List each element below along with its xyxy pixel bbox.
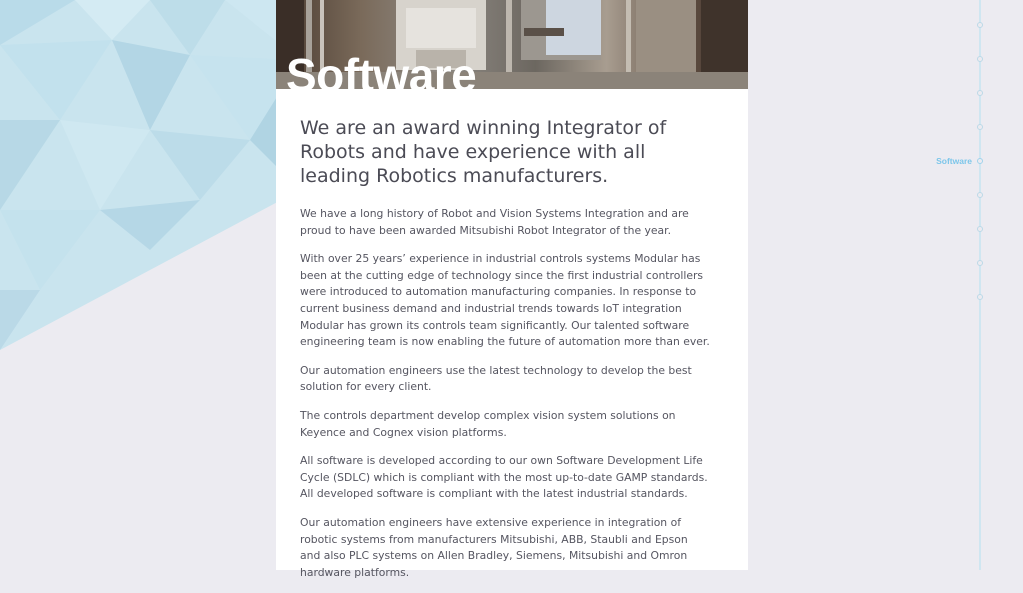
content-card — [276, 0, 748, 579]
section-nav-dot[interactable] — [977, 90, 983, 96]
main-content — [300, 116, 710, 593]
background-pattern — [0, 0, 300, 360]
section-nav-dot[interactable] — [977, 294, 983, 300]
section-nav-dot[interactable] — [977, 22, 983, 28]
paragraph: We have a long history of Robot and Vision Systems Integration and are proud to have been awarded Mitsubishi Robot Integrator of the year. — [300, 207, 689, 237]
section-nav-dot[interactable] — [977, 192, 983, 198]
paragraph: With over 25 years’ experience in industrial controls systems Modular has been at the cutting edge of technology since the first industrial controllers were introduced to automation manufacturing companies. In response to current business demand and industrial trends towards IoT integration Modular has grown its controls team significantly. Our talented software engineering team is now enabling the future of automation more than ever. — [300, 252, 710, 349]
intro-heading: We are an award winning Integrator of Robots and have experience with all leading Robotics manufacturers. — [300, 117, 667, 187]
section-nav-dot-active[interactable] — [977, 158, 983, 164]
paragraph: Our automation engineers have extensive experience in integration of robotic systems from manufacturers Mitsubishi, ABB, Staubli and Epson and also PLC systems on Allen Bradley, Siemens, Mitsubishi and Omron hardware platforms. — [300, 515, 688, 579]
section-nav-dot[interactable] — [977, 124, 983, 130]
paragraph: All software is developed according to our own Software Development Life Cycle (SDLC) which is compliant with the most up-to-date GAMP standards. All developed software is compliant with the latest industrial standards. — [300, 454, 708, 501]
section-nav-dot[interactable] — [977, 260, 983, 266]
hero-banner — [276, 0, 748, 101]
section-nav-dot[interactable] — [977, 56, 983, 62]
section-nav-line — [979, 0, 981, 570]
paragraph: Our automation engineers use the latest technology to develop the best solution for every client. — [300, 363, 692, 394]
paragraph: The controls department develop complex vision system solutions on Keyence and Cognex vision platforms. — [300, 408, 676, 439]
section-nav-dot[interactable] — [977, 226, 983, 232]
section-nav-label-software[interactable]: Software — [936, 156, 972, 166]
page-title: Software — [286, 49, 477, 101]
